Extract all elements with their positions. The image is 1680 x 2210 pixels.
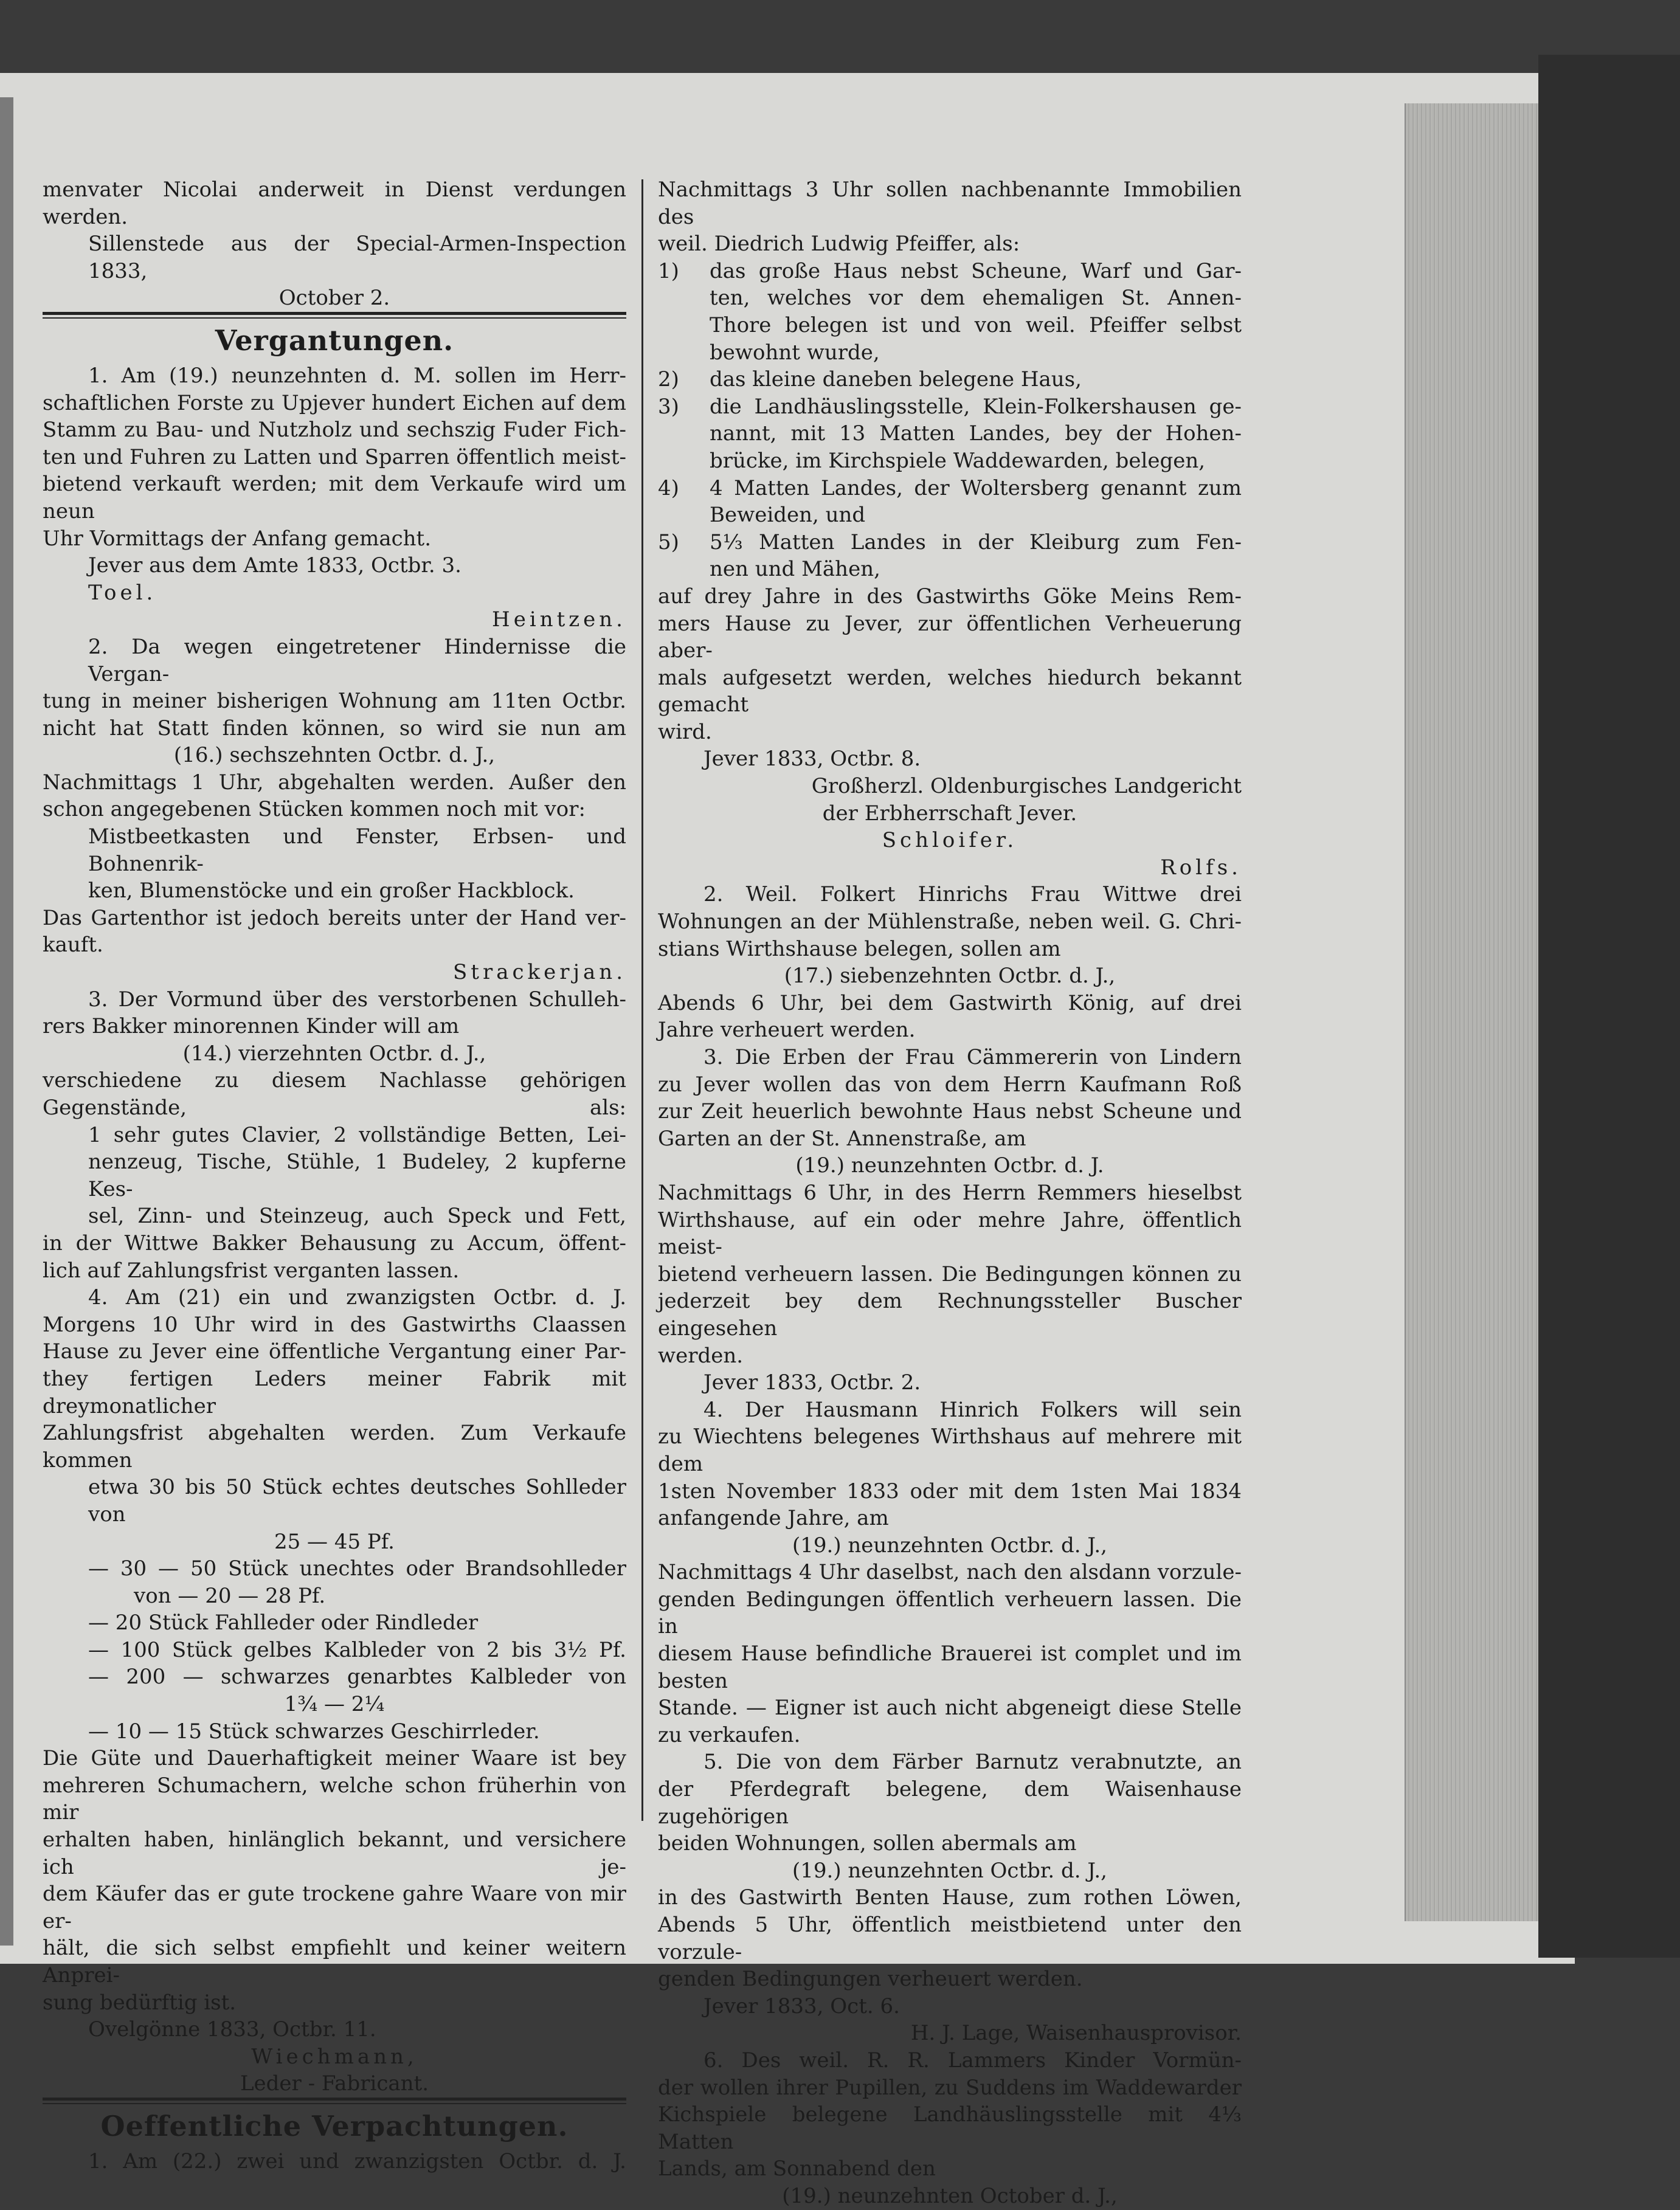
list-line: 25 — 45 Pf. [274, 1529, 395, 1554]
list-line: — 20 Stück Fahlleder oder Rindleder [88, 1611, 479, 1635]
text-line: Die Güte und Dauerhaftigkeit meiner Waare ist bey [43, 1746, 626, 1771]
text-line: diesem Hause befindliche Brauerei ist complet und im besten [658, 1642, 1242, 1693]
text-line: Nachmittags 3 Uhr sollen nachbenannte Immobilien des [658, 178, 1242, 229]
list-line: nenzeug, Tische, Stühle, 1 Budeley, 2 kupferne Kes- [88, 1150, 626, 1201]
signature: Toel. [88, 580, 157, 605]
text-line: in des Gastwirth Benten Hause, zum rothen Löwen, [658, 1885, 1242, 1910]
text-line: Kichspiele belegene Landhäuslingsstelle mit 4⅓ Matten [658, 2102, 1242, 2154]
text-line: anfangende Jahre, am [658, 1506, 889, 1531]
text-line: schon angegebenen Stücken kommen noch mit vor: [43, 797, 586, 822]
text-line: Morgens 10 Uhr wird in des Gastwirths Claassen [43, 1312, 626, 1337]
text-line: they fertigen Leders meiner Fabrik mit dreymonatlicher [43, 1366, 626, 1418]
list-item [658, 393, 1242, 475]
date-line: (14.) vierzehnten Octbr. d. J., [182, 1041, 486, 1066]
list-number: 4) [658, 475, 679, 500]
text-line: mers Hause zu Jever, zur öffentlichen Verheuerung aber- [658, 611, 1242, 663]
text-line: rers Bakker minorennen Kinder will am [43, 1014, 460, 1039]
list-line: nannt, mit 13 Matten Landes, bey der Hohen- [710, 421, 1242, 446]
list-number: 3) [658, 394, 679, 419]
text-line: weil. Diedrich Ludwig Pfeiffer, als: [658, 232, 1020, 257]
text-line: Nachmittags 6 Uhr, in des Herrn Remmers hieselbst [658, 1180, 1242, 1205]
list-line: 5⅓ Matten Landes in der Kleiburg zum Fen- [710, 530, 1242, 554]
text-line: 4. Der Hausmann Hinrich Folkers will sein [703, 1397, 1242, 1422]
text-line: sung bedürftig ist. [43, 1990, 237, 2015]
list-number: 1) [658, 258, 679, 283]
text-line: 3. Die Erben der Frau Cämmererin von Lindern [703, 1045, 1242, 1069]
text-line: Garten an der St. Annenstraße, am [658, 1126, 1026, 1151]
signature: Wiechmann, [251, 2044, 418, 2069]
text-line: der wollen ihrer Pupillen, zu Suddens im Waddewarder [658, 2075, 1242, 2100]
text-line: verschiedene zu diesem Nachlasse gehörigen Gegenstände, als: [43, 1068, 626, 1120]
list-line: Mistbeetkasten und Fenster, Erbsen- und Bohnenrik- [88, 824, 626, 876]
text-line: Hause zu Jever eine öffentliche Vergantung einer Par- [43, 1339, 626, 1364]
date-line: Jever 1833, Octbr. 2. [703, 1370, 921, 1395]
book-cover [1538, 55, 1680, 1958]
date-line: (16.) sechszehnten Octbr. d. J., [173, 743, 496, 768]
text-line: Wirthshause, auf ein oder mehre Jahre, öffentlich meist- [658, 1207, 1242, 1260]
section-title: Vergantungen. [215, 323, 454, 357]
list-line: bewohnt wurde, [710, 340, 880, 365]
list-line: 4 Matten Landes, der Woltersberg genannt zum [710, 475, 1242, 500]
text-line: mals aufgesetzt werden, welches hiedurch bekannt gemacht [658, 665, 1242, 717]
text-line: hält, die sich selbst empfiehlt und keiner weitern Anprei- [43, 1936, 626, 1987]
list-line: nen und Mähen, [710, 557, 880, 582]
text-line: 1. Am (22.) zwei und zwanzigsten Octbr. d. J. [88, 2149, 626, 2174]
signature: Strackerjan. [452, 960, 626, 985]
signature-title: Leder - Fabricant. [240, 2071, 429, 2096]
text-line: Stande. — Eigner ist auch nicht abgeneigt diese Stelle [658, 1696, 1242, 1721]
list-line: Beweiden, und [710, 503, 866, 528]
text-line: 2. Weil. Folkert Hinrichs Frau Wittwe drei [703, 882, 1242, 907]
text-line: tung in meiner bisherigen Wohnung am 11ten Octbr. [43, 689, 626, 714]
date-line: (19.) neunzehnten Octbr. d. J., [792, 1533, 1107, 1558]
section-rule [43, 312, 626, 319]
text-line: 3. Der Vormund über des verstorbenen Schulleh- [88, 987, 626, 1012]
text-line: 1. Am (19.) neunzehnten d. M. sollen im Herr- [88, 363, 626, 388]
text-line: Sillenstede aus der Special-Armen-Inspection 1833, [88, 232, 626, 283]
date-line: (19.) neunzehnten Octbr. d. J. [795, 1153, 1104, 1178]
text-line: mehreren Schumachern, welche schon früherhin von mir [43, 1773, 626, 1825]
text-line: 2. Da wegen eingetretener Hindernisse die Vergan- [88, 634, 626, 686]
section-title: Oeffentliche Verpachtungen. [100, 2109, 569, 2143]
list-line: — 10 — 15 Stück schwarzes Geschirrleder. [88, 1719, 540, 1744]
list-number: 2) [658, 367, 679, 392]
column-divider [641, 179, 643, 1821]
text-line: ten und Fuhren zu Latten und Sparren öffentlich meist- [43, 444, 626, 469]
signature: H. J. Lage, Waisenhausprovisor. [910, 2021, 1242, 2046]
text-line: Das Gartenthor ist jedoch bereits unter der Hand ver- [43, 905, 626, 930]
date-line: (19.) neunzehnten Octbr. d. J., [792, 1858, 1107, 1883]
text-line: beiden Wohnungen, sollen abermals am [658, 1831, 1077, 1856]
list-line: die Landhäuslingsstelle, Klein-Folkershausen ge- [710, 394, 1242, 419]
text-line: genden Bedingungen verheuert werden. [658, 1967, 1083, 1992]
text-line: der Pferdegraft belegene, dem Waisenhause zugehörigen [658, 1777, 1242, 1829]
text-line: zu verkaufen. [658, 1722, 801, 1747]
left-column [43, 176, 626, 2175]
list-item [658, 529, 1242, 583]
court-line: der Erbherrschaft Jever. [822, 801, 1077, 826]
text-line: 5. Die von dem Färber Barnutz verabnutzte, an [703, 1750, 1242, 1775]
text-line: Abends 6 Uhr, bei dem Gastwirth König, auf drei [658, 990, 1242, 1015]
date-line: Ovelgönne 1833, Octbr. 11. [88, 2017, 376, 2042]
court-line: Großherzl. Oldenburgisches Landgericht [811, 774, 1242, 799]
text-line: Abends 5 Uhr, öffentlich meistbietend unter den vorzule- [658, 1913, 1242, 1964]
list-line: Thore belegen ist und von weil. Pfeiffer selbst [710, 313, 1242, 337]
list-line: — 200 — schwarzes genarbtes Kalbleder von [88, 1665, 626, 1690]
text-line: Wohnungen an der Mühlenstraße, neben weil. G. Chri- [658, 910, 1242, 934]
date-line: (19.) neunzehnten October d. J., [782, 2183, 1118, 2208]
text-line: Nachmittags 4 Uhr daselbst, nach den alsdann vorzule- [658, 1560, 1242, 1585]
text-line: 4. Am (21) ein und zwanzigsten Octbr. d. J. [88, 1285, 626, 1310]
page-gutter [0, 97, 13, 1946]
text-line: bietend verkauft werden; mit dem Verkaufe wird um neun [43, 472, 626, 523]
date-line: Jever 1833, Oct. 6. [703, 1994, 900, 2018]
date-line: Jever aus dem Amte 1833, Octbr. 3. [88, 553, 461, 578]
text-line: lich auf Zahlungsfrist verganten lassen. [43, 1258, 460, 1283]
text-line: auf drey Jahre in des Gastwirths Göke Meins Rem- [658, 584, 1242, 609]
signature: Rolfs. [1160, 855, 1242, 880]
text-line: zu Jever wollen das von dem Herrn Kaufmann Roß [658, 1072, 1242, 1097]
text-line: erhalten haben, hinlänglich bekannt, und versichere ich je- [43, 1828, 626, 1879]
text-line: zur Zeit heuerlich bewohnte Haus nebst Scheune und [658, 1099, 1242, 1124]
text-line: dem Käufer das er gute trockene gahre Waare von mir er- [43, 1882, 626, 1933]
list-line: etwa 30 bis 50 Stück echtes deutsches Sohlleder von [88, 1475, 626, 1527]
signature: Heintzen. [492, 607, 626, 632]
text-line: kauft. [43, 933, 103, 958]
list-line: von — 20 — 28 Pf. [134, 1583, 326, 1608]
section-rule [43, 2098, 626, 2104]
text-line: werden. [658, 1343, 744, 1368]
list-number: 5) [658, 530, 679, 554]
list-line: brücke, im Kirchspiele Waddewarden, belegen, [710, 448, 1206, 473]
text-line: October 2. [278, 286, 390, 311]
date-line: (17.) siebenzehnten Octbr. d. J., [784, 964, 1116, 989]
text-line: zu Wiechtens belegenes Wirthshaus auf mehrere mit dem [658, 1424, 1242, 1476]
text-line: Jahre verheuert werden. [658, 1018, 916, 1043]
text-line: 1sten November 1833 oder mit dem 1sten Mai 1834 [658, 1479, 1242, 1504]
date-line: Jever 1833, Octbr. 8. [703, 747, 921, 772]
text-line: menvater Nicolai anderweit in Dienst verdungen [43, 178, 626, 202]
text-line: bietend verheuern lassen. Die Bedingungen können zu [658, 1262, 1242, 1286]
text-line: nicht hat Statt finden können, so wird sie nun am [43, 716, 626, 741]
text-line: Stamm zu Bau- und Nutzholz und sechszig Fuder Fich- [43, 418, 626, 443]
page-edges [1405, 103, 1558, 1921]
text-line: schaftlichen Forste zu Upjever hundert Eichen auf dem [43, 390, 626, 415]
text-line: jederzeit bey dem Rechnungssteller Buscher eingesehen [658, 1289, 1242, 1341]
right-column [658, 176, 1242, 2210]
text-line: werden. [43, 204, 128, 229]
list-line: ken, Blumenstöcke und ein großer Hackblock. [88, 879, 575, 903]
text-line: genden Bedingungen öffentlich verheuern lassen. Die in [658, 1587, 1242, 1639]
list-line: ten, welches vor dem ehemaligen St. Annen- [710, 286, 1242, 311]
list-line: das kleine daneben belegene Haus, [710, 367, 1082, 392]
list-line: — 30 — 50 Stück unechtes oder Brandsohlleder [88, 1556, 626, 1581]
list-line: 1¾ — 2¼ [284, 1692, 385, 1717]
list-line: das große Haus nebst Scheune, Warf und Gar- [710, 258, 1242, 283]
text-line: Lands, am Sonnabend den [658, 2156, 936, 2181]
text-line: Zahlungsfrist abgehalten werden. Zum Verkaufe kommen [43, 1421, 626, 1473]
list-line: 1 sehr gutes Clavier, 2 vollständige Betten, Lei- [88, 1122, 626, 1147]
text-line: in der Wittwe Bakker Behausung zu Accum, öffent- [43, 1231, 626, 1255]
text-line: 6. Des weil. R. R. Lammers Kinder Vormün- [703, 2048, 1242, 2073]
list-line: sel, Zinn- und Steinzeug, auch Speck und Fett, [88, 1204, 626, 1229]
text-line: stians Wirthshause belegen, sollen am [658, 936, 1061, 961]
list-line: — 100 Stück gelbes Kalbleder von 2 bis 3½ Pf. [88, 1637, 626, 1662]
list-item [658, 366, 1242, 393]
text-line: Nachmittags 1 Uhr, abgehalten werden. Außer den [43, 770, 626, 795]
signature: Schloifer. [882, 828, 1018, 853]
list-item [658, 475, 1242, 529]
text-line: wird. [658, 719, 712, 744]
text-line: Uhr Vormittags der Anfang gemacht. [43, 526, 432, 551]
list-item [658, 258, 1242, 366]
